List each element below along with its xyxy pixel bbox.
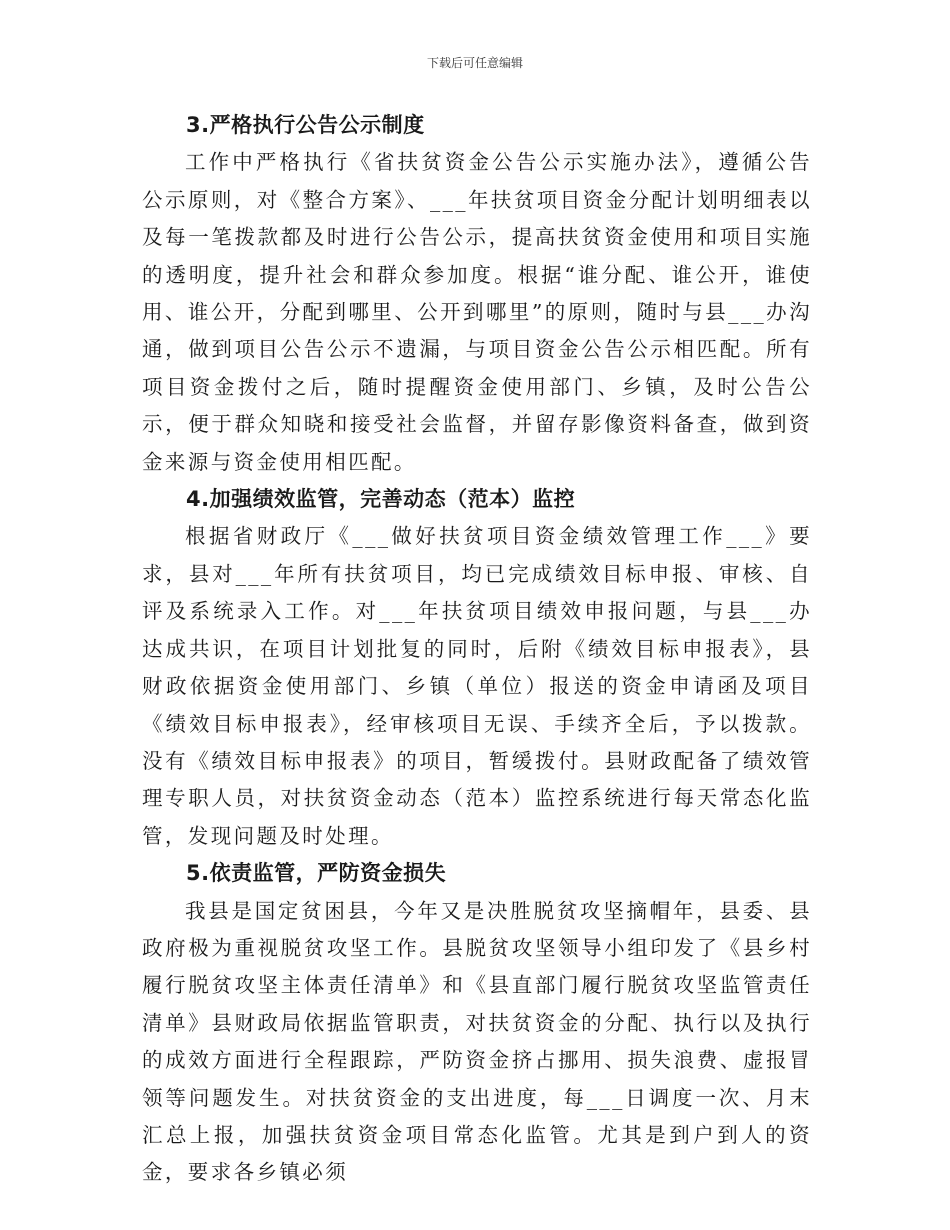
section-heading: 5.依责监管，严防资金损失 bbox=[186, 861, 447, 886]
section-heading: 4.加强绩效监管，完善动态（范本）监控 bbox=[186, 487, 576, 512]
document-body bbox=[142, 107, 812, 1192]
section-heading: 3.严格执行公告公示制度 bbox=[186, 113, 425, 137]
section-paragraph: 根据省财政厅《___做好扶贫项目资金绩效管理工作___》要求，县对___年所有扶贫项目，均已完成绩效目标申报、审核、自评及系统录入工作。对___年扶贫项目绩效申报问题，与县___办达成共识，在项目计划批复的同时，后附《绩效目标申报表》，县财政依据资金使用部门、乡镇（单位）报送的资金申请函及项目《绩效目标申报表》，经审核项目无误、手续齐全后，予以拨款。没有《绩效目标申报表》的项目，暂缓拨付。县财政配备了绩效管理专职人员，对扶贫资金动态（范本）监控系统进行每天常态化监管，发现问题及时处理。 bbox=[142, 524, 812, 848]
section-paragraph: 我县是国定贫困县，今年又是决胜脱贫攻坚摘帽年，县委、县政府极为重视脱贫攻坚工作。县脱贫攻坚领导小组印发了《县乡村履行脱贫攻坚主体责任清单》和《县直部门履行脱贫攻坚监管责任清单》县财政局依据监管职责，对扶贫资金的分配、执行以及执行的成效方面进行全程跟踪，严防资金挤占挪用、损失浪费、虚报冒领等问题发生。对扶贫资金的支出进度，每___日调度一次、月末汇总上报，加强扶贫资金项目常态化监管。尤其是到户到人的资金，要求各乡镇必须 bbox=[142, 898, 812, 1185]
page-header-note: 下载后可任意编辑 bbox=[426, 56, 523, 70]
section-paragraph: 工作中严格执行《省扶贫资金公告公示实施办法》，遵循公告公示原则，对《整合方案》、___年扶贫项目资金分配计划明细表以及每一笔拨款都及时进行公告公示，提高扶贫资金使用和项目实施的透明度，提升社会和群众参加度。根据“谁分配、谁公开，谁使用、谁公开，分配到哪里、公开到哪里”的原则，随时与县___办沟通，做到项目公告公示不遗漏，与项目资金公告公示相匹配。所有项目资金拨付之后，随时提醒资金使用部门、乡镇，及时公告公示，便于群众知晓和接受社会监督，并留存影像资料备查，做到资金来源与资金使用相匹配。 bbox=[142, 150, 812, 474]
